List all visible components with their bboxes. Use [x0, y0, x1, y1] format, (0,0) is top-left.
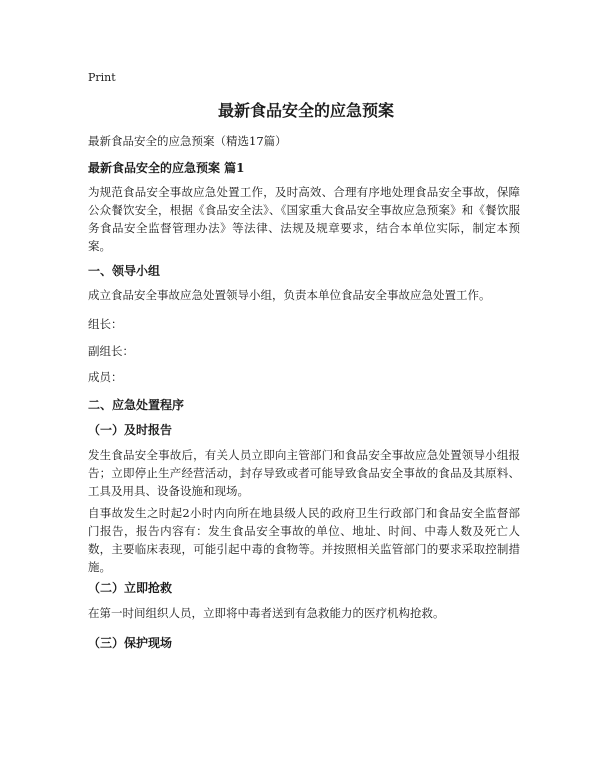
members-line: 成员：	[88, 370, 123, 384]
page-title: 最新食品安全的应急预案	[217, 101, 394, 120]
section2-heading: 二、应急处置程序	[88, 398, 185, 412]
sub2-heading: （二）立即抢救	[88, 581, 173, 595]
section1-text: 成立食品安全事故应急处置领导小组，负责本单位食品安全事故应急处置工作。	[88, 288, 491, 302]
sub2-paragraph-1: 在第一时间组织人员，立即将中毒者送到有急救能力的医疗机构抢救。	[88, 606, 445, 620]
sub3-heading: （三）保护现场	[88, 636, 173, 650]
intro-paragraph: 为规范食品安全事故应急处置工作，及时高效、合理有序地处理食品安全事故，保障公众餐饮安全，根据《食品安全法》、《国家重大食品安全事故应急预案》和《餐饮服务食品安全监督管理办法》等法律、法规及规章要求，结合本单位实际，制定本预案。	[88, 185, 520, 253]
sub1-paragraph-1: 发生食品安全事故后，有关人员立即向主管部门和食品安全事故应急处置领导小组报告；立即停止生产经营活动，封存导致或者可能导致食品安全事故的食品及其原料、工具及用具、设备设施和现场。	[88, 448, 520, 498]
section1-heading: 一、领导小组	[88, 264, 161, 278]
sub1-heading: （一）及时报告	[88, 423, 173, 437]
leader-line: 组长：	[88, 317, 123, 331]
sub1-paragraph-2: 自事故发生之时起2小时内向所在地县级人民的政府卫生行政部门和食品安全监督部门报告，报告内容有：发生食品安全事故的单位、地址、时间、中毒人数及死亡人数，主要临床表现，可能引起中毒的食物等。并按照相关监管部门的要求采取控制措施。	[88, 506, 520, 574]
subtitle: 最新食品安全的应急预案（精选17篇）	[88, 134, 287, 148]
print-link[interactable]: Print	[88, 71, 116, 84]
deputy-line: 副组长：	[88, 344, 134, 358]
article-heading: 最新食品安全的应急预案 篇1	[88, 161, 245, 175]
